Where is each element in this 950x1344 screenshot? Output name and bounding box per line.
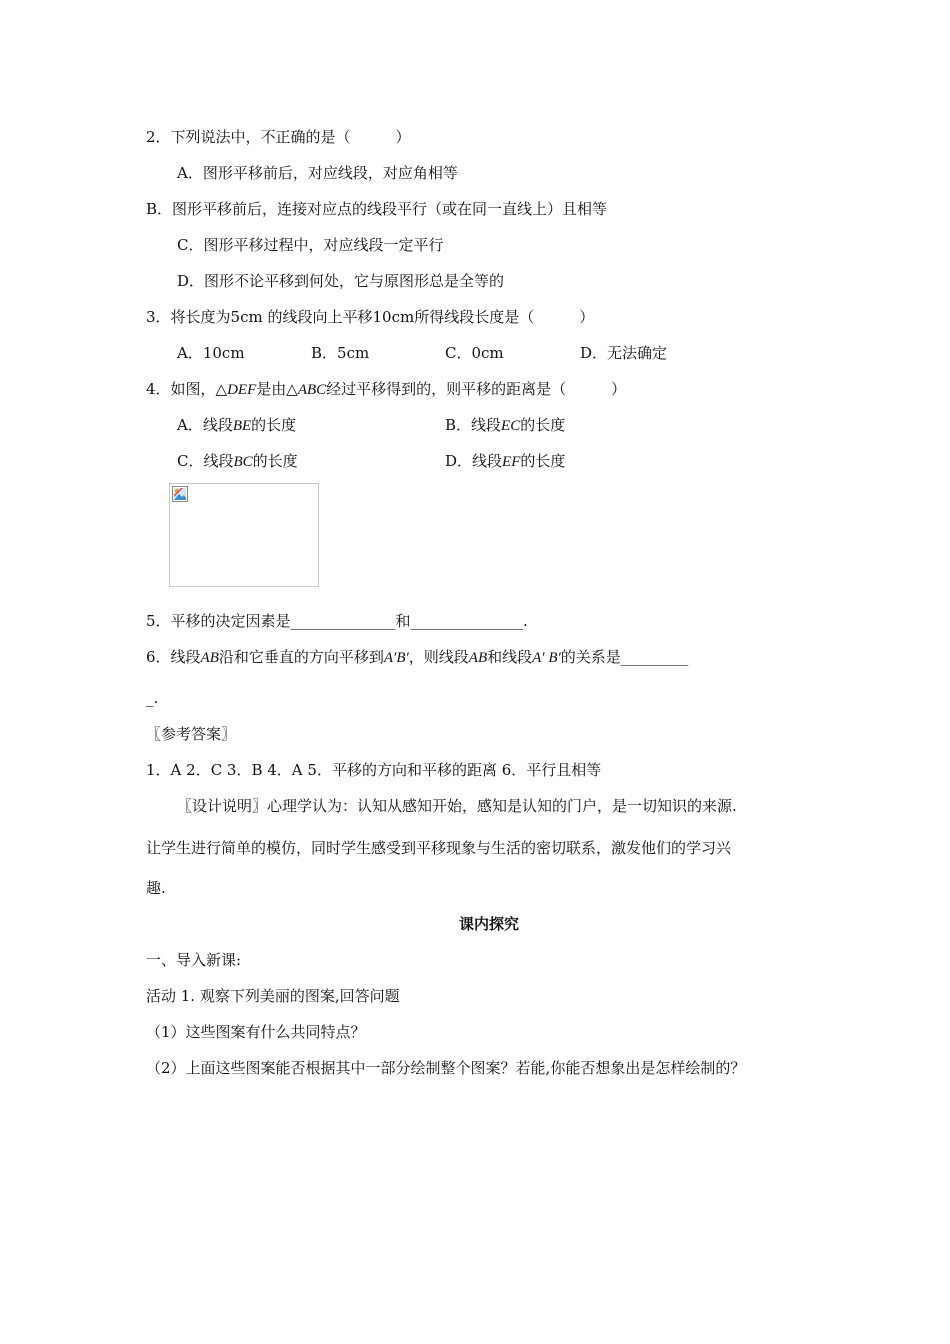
q2-option-b: B．图形平移前后，连接对应点的线段平行（或在同一直线上）且相等 bbox=[146, 200, 608, 218]
q3-option-c: C．0cm bbox=[445, 344, 504, 362]
activity-1: 活动 1. 观察下列美丽的图案,回答问题 bbox=[146, 987, 400, 1005]
triangle-abc: ABC bbox=[297, 382, 327, 398]
q4-option-c: C．线段BC的长度 bbox=[177, 452, 298, 470]
triangle-def: DEF bbox=[227, 382, 257, 398]
design-note-line-2: 让学生进行简单的模仿，同时学生感受到平移现象与生活的密切联系，激发他们的学习兴 bbox=[146, 839, 732, 857]
q4-option-d: D．线段EF的长度 bbox=[445, 452, 566, 470]
activity-question-1: （1）这些图案有什么共同特点？ bbox=[146, 1023, 366, 1041]
q3-option-d: D．无法确定 bbox=[580, 344, 668, 362]
q3-option-b: B．5cm bbox=[311, 344, 370, 362]
q4-option-b: B．线段EC的长度 bbox=[445, 416, 566, 434]
q2-option-a: A．图形平移前后，对应线段，对应角相等 bbox=[177, 164, 458, 182]
design-note-line-1: 〖设计说明〗心理学认为：认知从感知开始，感知是认知的门户，是一切知识的来源. bbox=[177, 797, 737, 815]
answers-text: 1．A 2．C 3．B 4．A 5．平移的方向和平移的距离 6．平行且相等 bbox=[146, 761, 602, 779]
design-note-line-3: 趣. bbox=[146, 879, 166, 897]
q2-option-d: D．图形不论平移到何处，它与原图形总是全等的 bbox=[177, 272, 505, 290]
broken-image-icon bbox=[172, 486, 188, 502]
q6-blank-continuation: _. bbox=[146, 689, 159, 707]
q3-stem: 3．将长度为5cm 的线段向上平移10cm所得线段长度是（ ） bbox=[146, 308, 595, 326]
q3-option-a: A．10cm bbox=[177, 344, 245, 362]
q2-stem: 2．下列说法中，不正确的是（ ） bbox=[146, 128, 411, 146]
q6-stem: 6．线段AB沿和它垂直的方向平移到A′B′，则线段AB和线段A′ B′的关系是_________ bbox=[146, 648, 689, 666]
q4-option-a: A．线段BE的长度 bbox=[177, 416, 297, 434]
q4-stem: 4．如图，△DEF是由△ABC经过平移得到的，则平移的距离是（ ） bbox=[146, 380, 627, 398]
intro-heading: 一、导入新课: bbox=[146, 951, 242, 969]
q2-option-c: C．图形平移过程中，对应线段一定平行 bbox=[177, 236, 444, 254]
q4-figure-placeholder bbox=[169, 483, 319, 587]
q5-stem: 5．平移的决定因素是______________和_______________. bbox=[146, 612, 528, 630]
activity-question-2: （2）上面这些图案能否根据其中一部分绘制整个图案？若能,你能否想象出是怎样绘制的？ bbox=[146, 1059, 746, 1077]
section-title: 课内探究 bbox=[459, 915, 520, 933]
answers-title: 〖参考答案〗 bbox=[146, 725, 237, 743]
